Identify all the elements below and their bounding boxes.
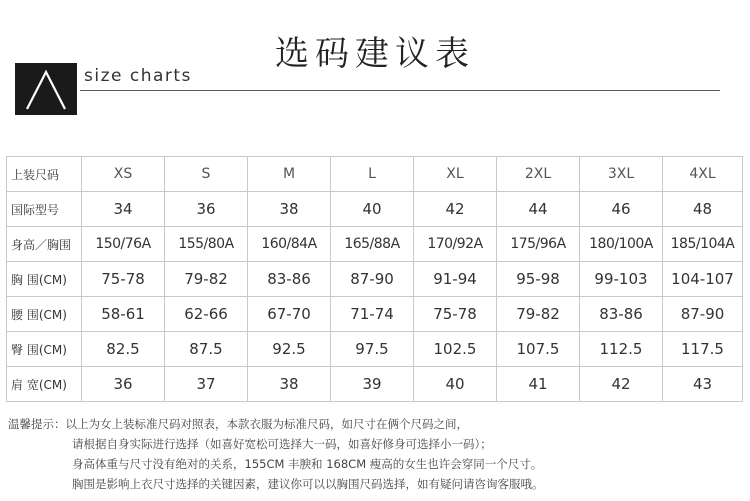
table-cell: 62-66 [165,297,248,332]
table-cell: 36 [82,367,165,402]
table-cell: 95-98 [497,262,580,297]
table-cell: 112.5 [580,332,663,367]
table-row [7,332,743,367]
header-cell: XS [82,157,165,192]
table-row [7,367,743,402]
table-cell: 104-107 [663,262,743,297]
table-cell: 79-82 [165,262,248,297]
table-cell: 37 [165,367,248,402]
table-cell: 155/80A [165,227,248,262]
header-cell: XL [414,157,497,192]
table-cell: 82.5 [82,332,165,367]
table-cell: 40 [414,367,497,402]
table-cell: 75-78 [414,297,497,332]
table-cell: 34 [82,192,165,227]
row-label: 胸 围(CM) [7,262,82,297]
table-cell: 87-90 [331,262,414,297]
table-cell: 38 [248,192,331,227]
table-cell: 83-86 [248,262,331,297]
row-label: 腰 围(CM) [7,297,82,332]
table-cell: 107.5 [497,332,580,367]
header-cell: L [331,157,414,192]
table-row [7,262,743,297]
table-cell: 180/100A [580,227,663,262]
table-cell: 117.5 [663,332,743,367]
table-cell: 91-94 [414,262,497,297]
table-cell: 48 [663,192,743,227]
header-cell: 3XL [580,157,663,192]
table-cell: 83-86 [580,297,663,332]
table-cell: 160/84A [248,227,331,262]
size-chart-table [6,156,743,402]
table-cell: 38 [248,367,331,402]
note-line: 请根据自身实际进行选择（如喜好宽松可选择大一码，如喜好修身可选择小一码）； [72,437,492,451]
header-cell: S [165,157,248,192]
size-notes [8,414,743,494]
table-cell: 58-61 [82,297,165,332]
table-cell: 87.5 [165,332,248,367]
note-line: 胸围是影响上衣尺寸选择的关键因素，建议你可以以胸围尺码选择，如有疑问请咨询客服哦。 [72,477,544,491]
table-cell: 99-103 [580,262,663,297]
header-cell: M [248,157,331,192]
table-cell: 42 [414,192,497,227]
row-label: 臀 围(CM) [7,332,82,367]
table-header-row [7,157,743,192]
header-cell: 上装尺码 [7,157,82,192]
table-cell: 71-74 [331,297,414,332]
table-cell: 36 [165,192,248,227]
table-row [7,227,743,262]
brand-logo-icon [15,63,77,115]
note-line: 身高体重与尺寸没有绝对的关系，155CM 丰腴和 168CM 瘦高的女生也许会穿同一个尺寸。 [72,457,543,471]
table-cell: 165/88A [331,227,414,262]
table-cell: 150/76A [82,227,165,262]
table-cell: 170/92A [414,227,497,262]
table-cell: 43 [663,367,743,402]
row-label: 肩 宽(CM) [7,367,82,402]
table-row [7,297,743,332]
table-cell: 40 [331,192,414,227]
table-cell: 67-70 [248,297,331,332]
table-cell: 44 [497,192,580,227]
table-cell: 97.5 [331,332,414,367]
page-title: 选码建议表 [275,34,475,74]
table-cell: 79-82 [497,297,580,332]
header-cell: 2XL [497,157,580,192]
table-cell: 175/96A [497,227,580,262]
table-cell: 102.5 [414,332,497,367]
note-line: 温馨提示：以上为女上装标准尺码对照表，本款衣服为标准尺码，如尺寸在俩个尺码之间， [8,417,468,431]
divider [80,90,720,91]
table-cell: 39 [331,367,414,402]
header-cell: 4XL [663,157,743,192]
table-cell: 87-90 [663,297,743,332]
row-label: 身高／胸围 [7,227,82,262]
table-cell: 92.5 [248,332,331,367]
table-cell: 75-78 [82,262,165,297]
row-label: 国际型号 [7,192,82,227]
table-cell: 41 [497,367,580,402]
table-cell: 42 [580,367,663,402]
subtitle: size charts [84,66,192,86]
table-cell: 46 [580,192,663,227]
table-cell: 185/104A [663,227,743,262]
table-row [7,192,743,227]
